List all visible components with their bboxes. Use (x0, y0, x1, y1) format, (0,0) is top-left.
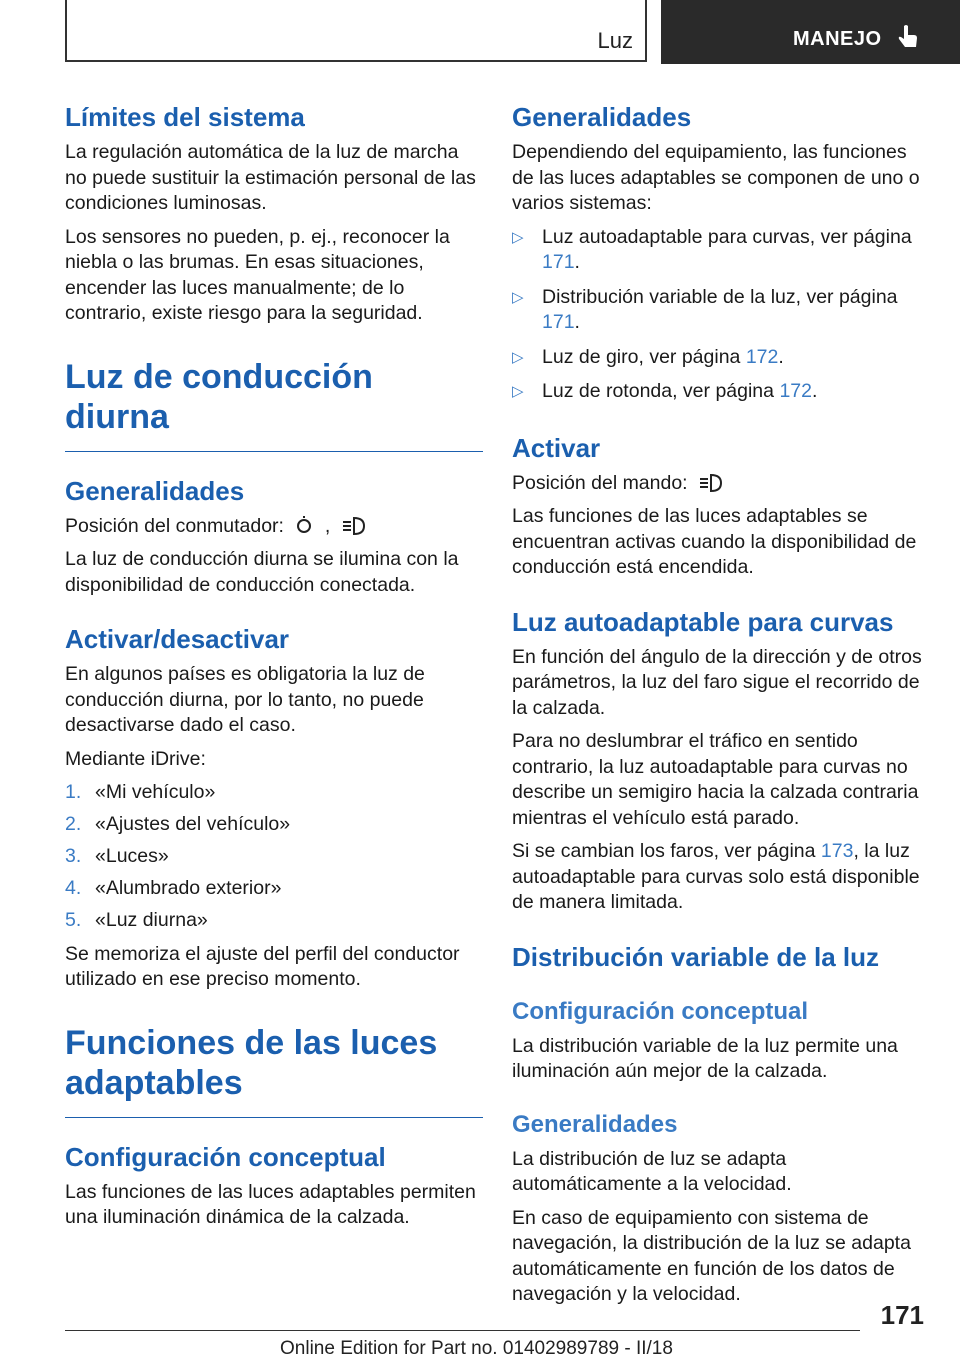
step-text: «Luces» (95, 845, 169, 867)
list-item: ▷ Distribución variable de la luz, ver página 171. (512, 285, 898, 333)
page-link[interactable]: 171 (542, 251, 575, 273)
page-link[interactable]: 171 (542, 311, 575, 333)
auto-headlight-icon (340, 514, 368, 538)
triangle-bullet-icon: ▷ (512, 228, 524, 246)
list-item: ▷ Luz autoadaptable para curvas, ver página 171. (512, 225, 912, 273)
triangle-bullet-icon: ▷ (512, 348, 524, 366)
activate-heading: Activar (512, 432, 601, 463)
step-number: 4. (65, 877, 82, 899)
page-link[interactable]: 172 (779, 380, 812, 402)
triangle-bullet-icon: ▷ (512, 288, 524, 306)
header-section-label: Luz (597, 28, 633, 53)
drl-switch-label: Posición del conmutador: (65, 514, 284, 537)
general-paragraph: Dependiendo del equipamiento, las funciones de las luces adaptables se componen de uno o varios sistemas: (512, 141, 920, 214)
drl-heading: Luz de conducción diurna (65, 357, 483, 452)
triangle-bullet-icon: ▷ (512, 383, 524, 400)
list-item (65, 876, 483, 902)
list-item: ▷ Luz de giro, ver página 172. (512, 345, 932, 371)
left-column (65, 100, 483, 1239)
systems-list (512, 225, 932, 405)
auto-headlight-icon (697, 471, 725, 495)
step-number: 3. (65, 845, 82, 867)
right-column (512, 100, 932, 1316)
drl-switch-separator: , (324, 514, 331, 537)
step-text: «Ajustes del vehículo» (95, 813, 291, 835)
limits-paragraph-1: La regulación automática de la luz de marcha no puede sustituir la estimación personal de las condiciones luminosas. (65, 141, 476, 214)
curve-heading: Luz autoadaptable para curvas (512, 606, 894, 637)
curve-paragraph-1: En función del ángulo de la dirección y de otros parámetros, la luz del faro sigue el recorrido de la calzada. (512, 645, 922, 719)
limits-heading: Límites del sistema (65, 102, 305, 132)
afl-heading: Funciones de las luces adaptables (65, 1023, 483, 1118)
footer-divider (65, 1330, 860, 1331)
header-chapter-tab (661, 0, 960, 64)
step-number: 2. (65, 813, 82, 835)
page-number: 171 (880, 1300, 924, 1330)
curve-paragraph-2: Para no deslumbrar el tráfico en sentido contrario, la luz autoadaptable para curvas no describe un semigiro hacia la calzada contraria mientras el vehículo está parado. (512, 730, 919, 829)
drl-activate-paragraph-1: En algunos países es obligatoria la luz de conducción diurna, por lo tanto, no puede desactivarse dado el caso. (65, 663, 425, 736)
header-chapter-label: MANEJO (793, 28, 882, 50)
step-number: 5. (65, 909, 82, 931)
list-item (65, 844, 483, 870)
list-item (65, 780, 483, 806)
header-section-tab (65, 0, 647, 62)
drl-general-paragraph: La luz de conducción diurna se ilumina con la disponibilidad de conducción conectada. (65, 548, 459, 596)
variable-light-heading: Distribución variable de la luz (512, 941, 879, 972)
light-off-icon (293, 514, 315, 538)
step-number: 1. (65, 781, 82, 803)
drl-memo-paragraph: Se memoriza el ajuste del perfil del conductor utilizado en ese preciso momento. (65, 942, 460, 990)
list-item: ▷ Luz de rotonda, ver página 172. (512, 379, 932, 405)
activate-paragraph: Las funciones de las luces adaptables se encuentran activas cuando la disponibilidad de conducción está encendida. (512, 505, 917, 578)
afl-concept-heading: Configuración conceptual (65, 1141, 386, 1172)
list-item (65, 812, 483, 838)
variable-concept-heading: Configuración conceptual (512, 997, 809, 1025)
list-item (65, 908, 483, 934)
page-link[interactable]: 172 (745, 345, 779, 368)
page-link[interactable]: 173 (820, 840, 854, 862)
step-text: «Luz diurna» (95, 909, 208, 931)
footer-edition: Online Edition for Part no. 01402989789 - II/18 (280, 1338, 673, 1359)
drl-general-heading: Generalidades (65, 475, 245, 506)
afl-concept-paragraph: Las funciones de las luces adaptables permiten una iluminación dinámica de la calzada. (65, 1180, 476, 1228)
idrive-steps-list (65, 780, 483, 934)
drl-switch-line (65, 514, 483, 540)
drl-activate-paragraph-2: Mediante iDrive: (65, 747, 206, 770)
limits-paragraph-2: Los sensores no pueden, p. ej., reconocer la niebla o las brumas. En esas situaciones, encender las luces manualmente; de lo contrario, existe riesgo para la seguridad. (65, 225, 450, 324)
variable-general-paragraph-1: La distribución de luz se adapta automáticamente a la velocidad. (512, 1147, 792, 1195)
activate-switch-line (512, 471, 932, 497)
step-text: «Mi vehículo» (95, 781, 216, 803)
variable-general-paragraph-2: En caso de equipamiento con sistema de navegación, la distribución de la luz se adapta automáticamente en función de los datos de navegación y la velocidad. (512, 1206, 911, 1305)
curve-paragraph-3: Si se cambian los faros, ver página 173, la luz autoadaptable para curvas solo está disponible de manera limitada. (512, 840, 920, 913)
drl-activate-heading: Activar/desactivar (65, 624, 290, 654)
page-header (65, 0, 960, 66)
step-text: «Alumbrado exterior» (95, 877, 282, 899)
variable-concept-paragraph: La distribución variable de la luz permite una iluminación aún mejor de la calzada. (512, 1034, 898, 1082)
pointing-hand-icon (893, 22, 923, 52)
general-heading: Generalidades (512, 102, 692, 132)
activate-switch-label: Posición del mando: (512, 471, 688, 494)
variable-general-heading: Generalidades (512, 1110, 678, 1138)
